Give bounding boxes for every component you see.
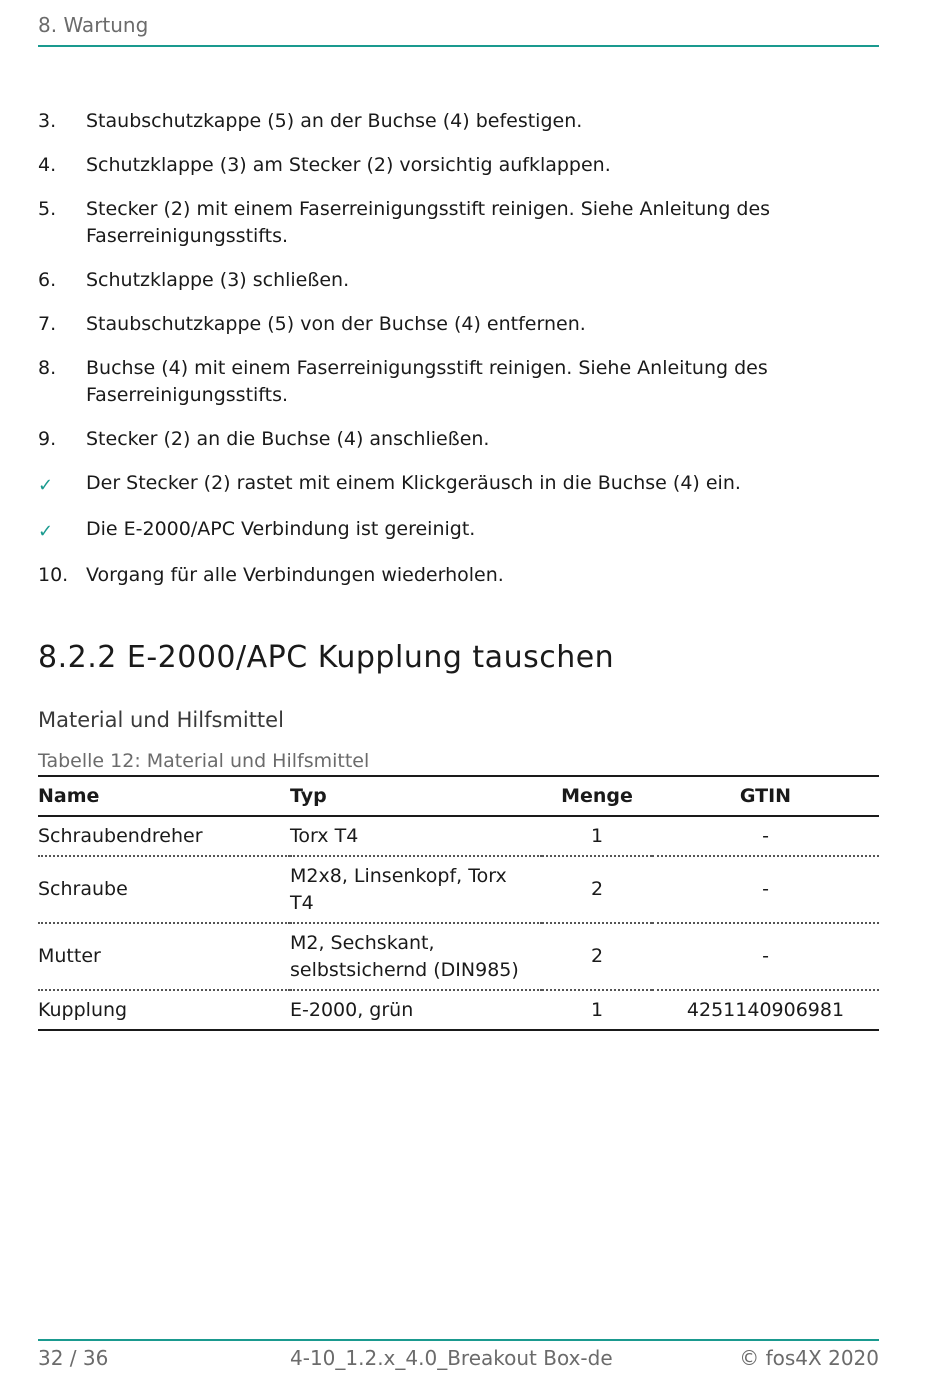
- chapter-title: 8. Wartung: [38, 13, 149, 37]
- cell-name: Kupplung: [38, 990, 290, 1030]
- column-header-name: Name: [38, 776, 290, 816]
- step-number: 7.: [38, 313, 57, 335]
- cell-typ: E-2000, grün: [290, 990, 542, 1030]
- subheading: Material und Hilfsmittel: [38, 708, 284, 732]
- list-item: [38, 426, 879, 453]
- page-footer: [38, 1339, 879, 1371]
- cell-menge: 1: [542, 990, 652, 1030]
- cell-gtin: -: [652, 856, 879, 923]
- result-item: [38, 470, 879, 499]
- cell-typ: M2x8, Linsenkopf, Torx T4: [290, 856, 542, 923]
- document-id: 4-10_1.2.x_4.0_Breakout Box-de: [290, 1346, 613, 1370]
- checkmark-icon: ✓: [38, 475, 54, 496]
- checkmark-icon: ✓: [38, 521, 54, 542]
- cell-typ: Torx T4: [290, 816, 542, 856]
- cell-gtin: -: [652, 923, 879, 990]
- column-header-menge: Menge: [542, 776, 652, 816]
- step-number: 6.: [38, 269, 57, 291]
- list-item: [38, 108, 879, 135]
- list-item: [38, 355, 879, 409]
- cell-name: Mutter: [38, 923, 290, 990]
- step-text: Vorgang für alle Verbindungen wiederholen.: [86, 564, 504, 586]
- section-title: 8.2.2 E-2000/APC Kupplung tauschen: [38, 640, 615, 675]
- cell-gtin: -: [652, 816, 879, 856]
- copyright: © fos4X 2020: [739, 1346, 879, 1370]
- page-header: [38, 12, 879, 47]
- cell-gtin: 4251140906981: [652, 990, 879, 1030]
- step-number: 4.: [38, 154, 57, 176]
- cell-menge: 2: [542, 923, 652, 990]
- step-number: 8.: [38, 357, 57, 379]
- list-item: [38, 196, 879, 250]
- table-row: [38, 990, 879, 1030]
- step-number: 5.: [38, 198, 57, 220]
- step-number: 10.: [38, 564, 69, 586]
- table-header-row: [38, 776, 879, 816]
- step-text: Buchse (4) mit einem Faserreinigungsstift reinigen. Siehe Anleitung des Faserreinigungsstifts.: [86, 357, 768, 406]
- step-text: Stecker (2) mit einem Faserreinigungsstift reinigen. Siehe Anleitung des Faserreinigungsstifts.: [86, 198, 771, 247]
- page-number: 32 / 36: [38, 1346, 109, 1370]
- list-item: [38, 152, 879, 179]
- cell-typ: M2, Sechskant, selbstsichernd (DIN985): [290, 923, 542, 990]
- step-text: Staubschutzkappe (5) von der Buchse (4) entfernen.: [86, 313, 586, 335]
- cell-menge: 2: [542, 856, 652, 923]
- table-caption: Tabelle 12: Material und Hilfsmittel: [38, 750, 370, 772]
- cell-menge: 1: [542, 816, 652, 856]
- step-number: 9.: [38, 428, 57, 450]
- step-number: 3.: [38, 110, 57, 132]
- table-row: [38, 923, 879, 990]
- material-table: [38, 775, 879, 1031]
- result-item: [38, 516, 879, 545]
- result-text: Die E-2000/APC Verbindung ist gereinigt.: [86, 518, 476, 540]
- step-text: Staubschutzkappe (5) an der Buchse (4) befestigen.: [86, 110, 583, 132]
- cell-name: Schraubendreher: [38, 816, 290, 856]
- list-item: [38, 267, 879, 294]
- column-header-gtin: GTIN: [652, 776, 879, 816]
- step-list: [38, 108, 879, 606]
- table-row: [38, 856, 879, 923]
- list-item: [38, 311, 879, 338]
- cell-name: Schraube: [38, 856, 290, 923]
- result-text: Der Stecker (2) rastet mit einem Klickgeräusch in die Buchse (4) ein.: [86, 472, 741, 494]
- step-text: Schutzklappe (3) am Stecker (2) vorsichtig aufklappen.: [86, 154, 611, 176]
- table-row: [38, 816, 879, 856]
- column-header-typ: Typ: [290, 776, 542, 816]
- step-text: Schutzklappe (3) schließen.: [86, 269, 350, 291]
- list-item: [38, 562, 879, 589]
- step-text: Stecker (2) an die Buchse (4) anschließen.: [86, 428, 490, 450]
